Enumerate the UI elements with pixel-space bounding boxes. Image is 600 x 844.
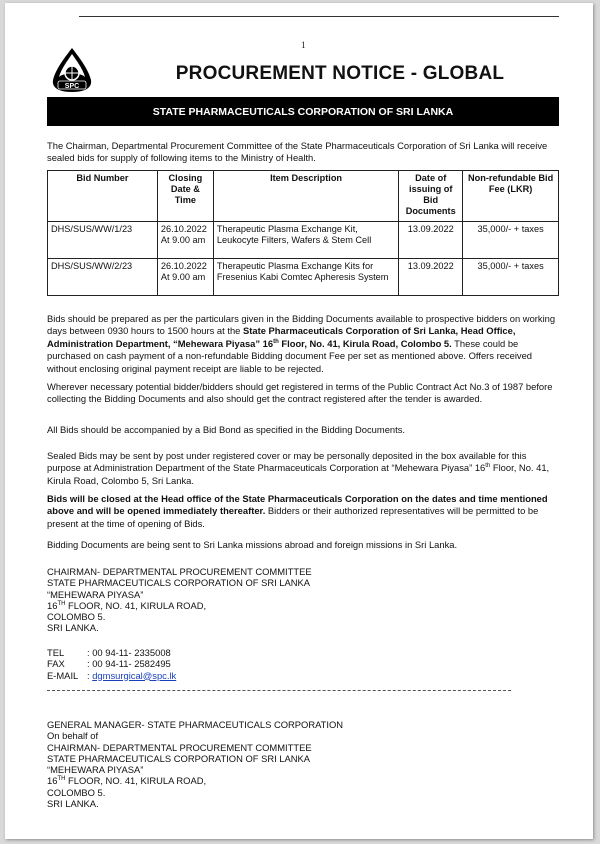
closing-date-time: 26.10.2022 At 9.00 am bbox=[157, 259, 213, 296]
tel-label: TEL bbox=[47, 647, 65, 658]
document-page bbox=[5, 3, 593, 839]
bids-table bbox=[47, 170, 559, 296]
closing-paragraph: Bids will be closed at the Head office of the State Pharmaceuticals Corporation on the dates and time mentioned above and will be opened immediately thereafter. Bidders or their authorized representatives will be permitted to be present at the time of opening of Bids. bbox=[47, 493, 548, 529]
separator-line bbox=[47, 690, 511, 691]
bid-preparation-paragraph: Bids should be prepared as per the particulars given in the Bidding Documents available to prospective bidders on working days between 0930 hours to 1500 hours at the State Pharmaceuticals Corporation of Sri Lanka, Head Office, Administration Department, “Mehewara Piyasa” 16th Floor, No. 41, Kirula Road, Colombo 5. These could be purchased on cash payment of a non-refundable Bidding document Fee per set as mentioned above. Offers received without enclosing original payment receipt are liable to be rejected. bbox=[47, 313, 556, 374]
header-item-description: Item Description bbox=[213, 171, 398, 222]
submission-paragraph: Sealed Bids may be sent by post under registered cover or may be personally deposited in the box available for this purpose at Administration Department of the State Pharmaceuticals Corporation at “Mehewara Piyasa” 16th Floor, No. 41, Kirula Road, Colombo 5, Sri Lanka. bbox=[47, 450, 550, 486]
item-description: Therapeutic Plasma Exchange Kits for Fresenius Kabi Comtec Apheresis System bbox=[213, 259, 398, 296]
bid-fee: 35,000/- + taxes bbox=[463, 222, 559, 259]
bid-fee: 35,000/- + taxes bbox=[463, 259, 559, 296]
fax-label: FAX bbox=[47, 658, 65, 670]
logo-text: SPC bbox=[64, 83, 80, 90]
registration-paragraph: Wherever necessary potential bidder/bidders should get registered in terms of the Public Contract Act No.3 of 1987 before collecting the Bidding Documents and also should get the contract registered after the tender is awarded. bbox=[47, 381, 553, 405]
missions-paragraph: Bidding Documents are being sent to Sri Lanka missions abroad and foreign missions in Sri Lanka. bbox=[47, 539, 458, 550]
organization-banner: STATE PHARMACEUTICALS CORPORATION OF SRI LANKA bbox=[47, 97, 559, 126]
issue-date: 13.09.2022 bbox=[399, 259, 463, 296]
header-bid-number: Bid Number bbox=[48, 171, 158, 222]
closing-date-time: 26.10.2022 At 9.00 am bbox=[157, 222, 213, 259]
intro-paragraph: The Chairman, Departmental Procurement Committee of the State Pharmaceuticals Corporation of Sri Lanka will receive sealed bids for supply of following items to the Ministry of Health. bbox=[47, 140, 548, 164]
page-number: 1 bbox=[301, 40, 306, 50]
contact-block: TEL : 00 94-11- 2335008 FAX : 00 94-11- 2582495 E-MAIL : dgmsurgical@spc.lk bbox=[47, 647, 177, 681]
top-rule bbox=[79, 16, 559, 17]
email-label: E-MAIL bbox=[47, 669, 79, 681]
table-row bbox=[48, 222, 559, 259]
bid-bond-paragraph: All Bids should be accompanied by a Bid Bond as specified in the Bidding Documents. bbox=[47, 424, 406, 435]
committee-address: CHAIRMAN- DEPARTMENTAL PROCUREMENT COMMITTEE STATE PHARMACEUTICALS CORPORATION OF SRI LANKA “MEHEWARA PIYASA” 16TH FLOOR, NO. 41, KIRULA ROAD, COLOMBO 5. SRI LANKA. bbox=[47, 566, 312, 634]
email-link[interactable]: dgmsurgical@spc.lk bbox=[92, 669, 177, 681]
header-issue-date: Date of issuing of Bid Documents bbox=[399, 171, 463, 222]
spc-logo-icon bbox=[48, 46, 96, 94]
general-manager-address: GENERAL MANAGER- STATE PHARMACEUTICALS CORPORATION On behalf of CHAIRMAN- DEPARTMENTAL PROCUREMENT COMMITTEE STATE PHARMACEUTICALS CORPORATION OF SRI LANKA “MEHEWARA PIYASA” 16TH FLOOR, NO. 41, KIRULA ROAD, COLOMBO 5. SRI LANKA. bbox=[47, 719, 344, 810]
issue-date: 13.09.2022 bbox=[399, 222, 463, 259]
table-row bbox=[48, 259, 559, 296]
item-description: Therapeutic Plasma Exchange Kit, Leukocyte Filters, Wafers & Stem Cell bbox=[213, 222, 398, 259]
fax-value: : 00 94-11- 2582495 bbox=[87, 658, 171, 670]
page-title: PROCUREMENT NOTICE - GLOBAL bbox=[175, 63, 505, 84]
header-closing-date: Closing Date & Time bbox=[157, 171, 213, 222]
header-bid-fee: Non-refundable Bid Fee (LKR) bbox=[463, 171, 559, 222]
bid-number: DHS/SUS/WW/1/23 bbox=[48, 222, 158, 259]
bid-number: DHS/SUS/WW/2/23 bbox=[48, 259, 158, 296]
table-header-row bbox=[48, 171, 559, 222]
tel-value: : 00 94-11- 2335008 bbox=[87, 647, 171, 658]
